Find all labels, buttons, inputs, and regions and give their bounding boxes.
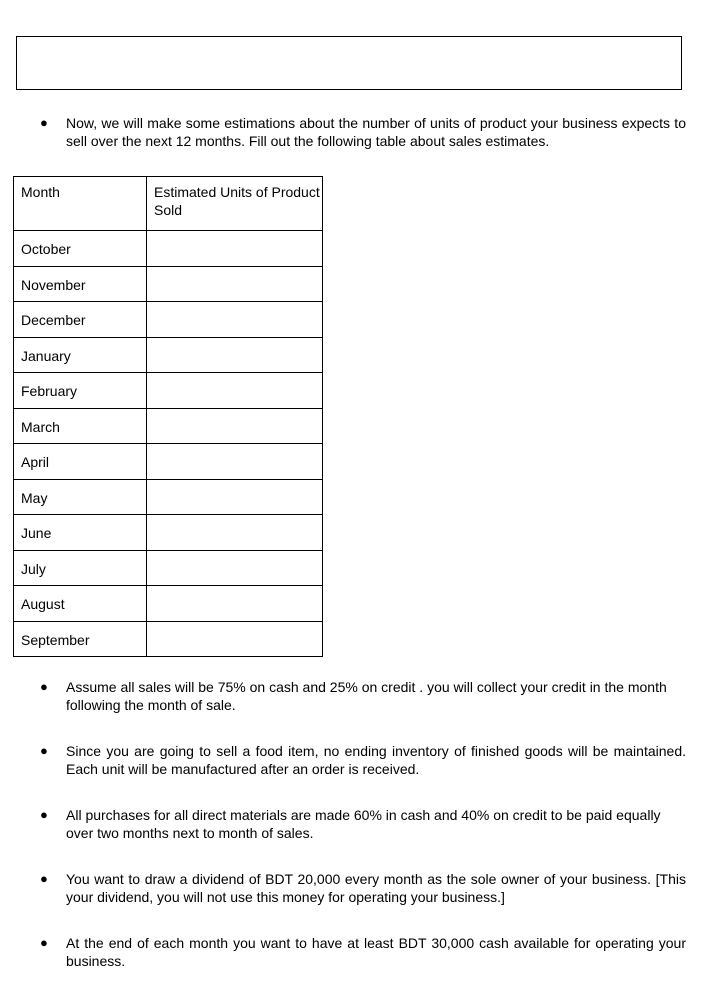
estimate-cell[interactable] bbox=[147, 337, 323, 373]
month-cell: November bbox=[14, 266, 147, 302]
table-row bbox=[14, 444, 323, 480]
estimate-cell[interactable] bbox=[147, 408, 323, 444]
table-row bbox=[14, 621, 323, 657]
month-cell: September bbox=[14, 621, 147, 657]
month-cell: June bbox=[14, 515, 147, 551]
estimate-cell[interactable] bbox=[147, 302, 323, 338]
assumption-text: Assume all sales will be 75% on cash and 25% on credit . you will collect your credit in the month following the month of sale. bbox=[66, 679, 667, 713]
month-cell: March bbox=[14, 408, 147, 444]
assumption-text: You want to draw a dividend of BDT 20,000 every month as the sole owner of your business. [This your dividend, you will not use this money for operating your business.] bbox=[66, 871, 686, 905]
header-month: Month bbox=[14, 177, 147, 231]
assumption-text: At the end of each month you want to have at least BDT 30,000 cash available for operating your business. bbox=[66, 935, 686, 969]
intro-text: Now, we will make some estimations about the number of units of product your business expects to sell over the next 12 months. Fill out the following table about sales estimates. bbox=[66, 115, 686, 149]
table-row bbox=[14, 408, 323, 444]
month-cell: May bbox=[14, 479, 147, 515]
empty-answer-box[interactable] bbox=[16, 36, 682, 90]
bullet-dot: ● bbox=[40, 935, 48, 950]
assumption-bullet bbox=[40, 870, 686, 906]
month-cell: August bbox=[14, 586, 147, 622]
month-cell: July bbox=[14, 550, 147, 586]
bullet-dot: ● bbox=[40, 743, 48, 758]
month-cell: October bbox=[14, 231, 147, 267]
estimate-cell[interactable] bbox=[147, 515, 323, 551]
estimate-cell[interactable] bbox=[147, 373, 323, 409]
bullet-dot: ● bbox=[40, 871, 48, 886]
estimate-cell[interactable] bbox=[147, 586, 323, 622]
assumption-bullet bbox=[40, 678, 686, 714]
estimate-cell[interactable] bbox=[147, 444, 323, 480]
table-row bbox=[14, 515, 323, 551]
bullet-dot: ● bbox=[40, 807, 48, 822]
assumption-text: All purchases for all direct materials are made 60% in cash and 40% on credit to be paid equally over two months next to month of sales. bbox=[66, 807, 661, 841]
assumption-bullet bbox=[40, 934, 686, 970]
estimate-cell[interactable] bbox=[147, 479, 323, 515]
table-header-row bbox=[14, 177, 323, 231]
bullet-dot: ● bbox=[40, 115, 48, 130]
table-row bbox=[14, 373, 323, 409]
table-row bbox=[14, 550, 323, 586]
month-cell: December bbox=[14, 302, 147, 338]
bullet-dot: ● bbox=[40, 679, 48, 694]
month-cell: January bbox=[14, 337, 147, 373]
table-row bbox=[14, 586, 323, 622]
sales-estimate-table bbox=[13, 176, 323, 657]
month-cell: April bbox=[14, 444, 147, 480]
table-row bbox=[14, 266, 323, 302]
assumption-bullet bbox=[40, 806, 686, 842]
table-row bbox=[14, 479, 323, 515]
estimate-cell[interactable] bbox=[147, 621, 323, 657]
assumption-bullet bbox=[40, 742, 686, 778]
assumption-text: Since you are going to sell a food item, no ending inventory of finished goods will be maintained. Each unit will be manufactured after an order is received. bbox=[66, 743, 686, 777]
intro-bullet bbox=[40, 114, 686, 150]
table-row bbox=[14, 231, 323, 267]
estimate-cell[interactable] bbox=[147, 550, 323, 586]
estimate-cell[interactable] bbox=[147, 231, 323, 267]
month-cell: February bbox=[14, 373, 147, 409]
table-row bbox=[14, 302, 323, 338]
table-row bbox=[14, 337, 323, 373]
estimate-cell[interactable] bbox=[147, 266, 323, 302]
header-estimated-units: Estimated Units of Product Sold bbox=[147, 177, 323, 231]
